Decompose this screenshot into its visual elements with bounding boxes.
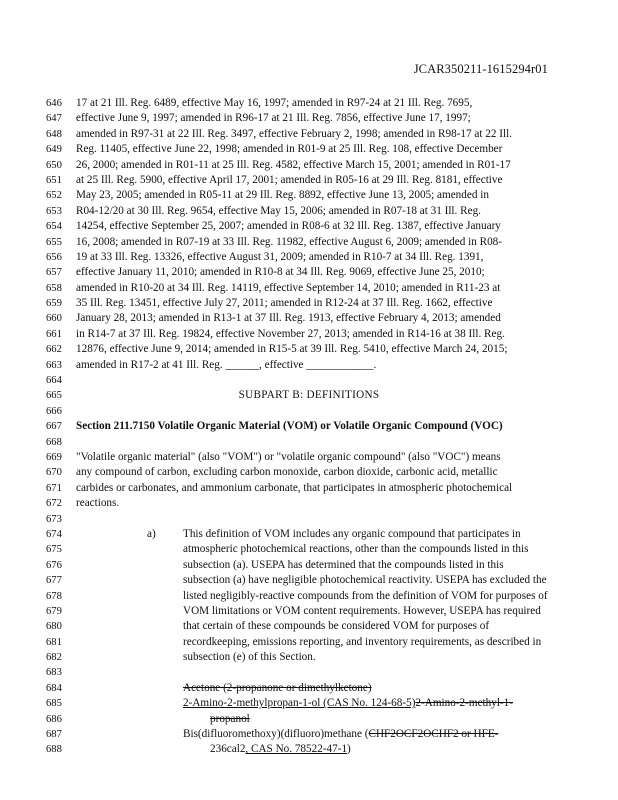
line-number: 683 xyxy=(46,667,62,679)
line-text: atmospheric photochemical reactions, other than the compounds listed in this xyxy=(183,543,529,556)
line-number: 651 xyxy=(46,174,62,186)
line-text: 19 at 33 Ill. Reg. 13326, effective August 31, 2009; amended in R10-7 at 34 Ill. Reg. 1391, xyxy=(76,250,484,263)
line xyxy=(0,235,618,250)
line-number: 688 xyxy=(46,744,62,756)
line-text: effective January 11, 2010; amended in R10-8 at 34 Ill. Reg. 9069, effective June 25, 2010; xyxy=(76,266,485,279)
line-number: 661 xyxy=(46,328,62,340)
line xyxy=(0,173,618,188)
line-number: 684 xyxy=(46,682,62,694)
line-text: This definition of VOM includes any organic compound that participates in xyxy=(183,527,521,540)
line xyxy=(0,250,618,265)
line xyxy=(0,188,618,203)
line xyxy=(0,158,618,173)
line xyxy=(0,219,618,234)
inserted-text: , CAS No. 78522-47-1 xyxy=(245,743,348,756)
line xyxy=(0,111,618,126)
struck-text: Acetone (2-propanone or dimethylketone) xyxy=(183,681,372,694)
line-text: 14254, effective September 25, 2007; amended in R08-6 at 32 Ill. Reg. 1387, effective January xyxy=(76,220,501,233)
line xyxy=(0,281,618,296)
line-number: 687 xyxy=(46,729,62,741)
line-number: 648 xyxy=(46,128,62,140)
line-text: amended in R10-20 at 34 Ill. Reg. 14119, effective September 14, 2010; amended in R11-23 at xyxy=(76,281,501,294)
line-number: 679 xyxy=(46,605,62,617)
line xyxy=(0,665,618,680)
line-number: 653 xyxy=(46,205,62,217)
subpart-heading xyxy=(0,388,618,403)
line-number: 677 xyxy=(46,575,62,587)
line-text: reactions. xyxy=(76,497,120,510)
section-title: Section 211.7150 Volatile Organic Material (VOM) or Volatile Organic Compound (VOC) xyxy=(76,420,503,433)
compound-line xyxy=(0,712,618,727)
line-text: 35 Ill. Reg. 13451, effective July 27, 2011; amended in R12-24 at 37 Ill. Reg. 1662, effective xyxy=(76,297,493,310)
line-number: 662 xyxy=(46,344,62,356)
line-number: 667 xyxy=(46,421,62,433)
line-number: 666 xyxy=(46,405,62,417)
line-number: 674 xyxy=(46,528,62,540)
line xyxy=(0,589,618,604)
line-number: 686 xyxy=(46,713,62,725)
document-body xyxy=(0,96,618,758)
line xyxy=(0,573,618,588)
line-text: recordkeeping, emissions reporting, and inventory requirements, as described in xyxy=(183,635,542,648)
line xyxy=(0,512,618,527)
line xyxy=(0,604,618,619)
compound-text xyxy=(210,742,351,757)
line-text: any compound of carbon, excluding carbon monoxide, carbon dioxide, carbonic acid, metallic xyxy=(76,466,498,479)
history-note xyxy=(0,96,618,373)
subsection-marker: a) xyxy=(147,527,156,540)
line xyxy=(0,465,618,480)
line-text: amended in R17-2 at 41 Ill. Reg. ______, effective ____________. xyxy=(76,358,377,371)
definition-paragraph xyxy=(0,450,618,512)
line-text: effective June 9, 1997; amended in R96-17 at 21 Ill. Reg. 7856, effective June 17, 1997; xyxy=(76,112,471,125)
subpart-title: SUBPART B: DEFINITIONS xyxy=(238,389,380,402)
line xyxy=(0,342,618,357)
line xyxy=(0,450,618,465)
line-text: January 28, 2013; amended in R13-1 at 37 Ill. Reg. 1913, effective February 4, 2013; amended xyxy=(76,312,501,325)
line-text: subsection (e) of this Section. xyxy=(183,651,316,664)
line xyxy=(0,558,618,573)
plain-text: Bis(difluoromethoxy)(difluoro)methane ( xyxy=(183,728,369,741)
line xyxy=(0,327,618,342)
line-number: 655 xyxy=(46,236,62,248)
subsection-a xyxy=(0,527,618,666)
line-number: 657 xyxy=(46,267,62,279)
line xyxy=(0,142,618,157)
line-text: May 23, 2005; amended in R05-11 at 29 Ill. Reg. 8892, effective June 13, 2005; amended in xyxy=(76,189,489,202)
line-text: carbides or carbonates, and ammonium carbonate, that participates in atmospheric photochemical xyxy=(76,481,513,494)
line-number: 647 xyxy=(46,113,62,125)
line-number: 676 xyxy=(46,559,62,571)
line-number: 654 xyxy=(46,221,62,233)
line-number: 664 xyxy=(46,375,62,387)
compound-line xyxy=(0,696,618,711)
compound-text xyxy=(183,696,513,711)
compound-line xyxy=(0,681,618,696)
line xyxy=(0,96,618,111)
line-text: 26, 2000; amended in R01-11 at 25 Ill. Reg. 4582, effective March 15, 2001; amended in R01-17 xyxy=(76,158,511,171)
line-number: 680 xyxy=(46,621,62,633)
line-text: subsection (a) have negligible photochemical reactivity. USEPA has excluded the xyxy=(183,574,547,587)
struck-text: 2-Amino-2-methyl-1- xyxy=(415,697,513,710)
line xyxy=(0,650,618,665)
line-text: subsection (a). USEPA has determined that the compounds listed in this xyxy=(183,558,504,571)
line xyxy=(0,435,618,450)
line-text: that certain of these compounds be considered VOM for purposes of xyxy=(183,620,490,633)
line xyxy=(0,204,618,219)
line-number: 649 xyxy=(46,144,62,156)
line-text: 16, 2008; amended in R07-19 at 33 Ill. Reg. 11982, effective August 6, 2009; amended in R08- xyxy=(76,235,502,248)
line xyxy=(0,496,618,511)
line xyxy=(0,527,618,542)
line-number: 671 xyxy=(46,482,62,494)
section-heading xyxy=(0,419,618,434)
line-text: 12876, effective June 9, 2014; amended in R15-5 at 39 Ill. Reg. 5410, effective March 24, 2015; xyxy=(76,343,508,356)
line-number: 685 xyxy=(46,698,62,710)
line xyxy=(0,542,618,557)
line xyxy=(0,265,618,280)
line-text: listed negligibly-reactive compounds from the definition of VOM for purposes of xyxy=(183,589,548,602)
line-text: 17 at 21 Ill. Reg. 6489, effective May 16, 1997; amended in R97-24 at 21 Ill. Reg. 7695, xyxy=(76,97,473,109)
line-text: amended in R97-31 at 22 Ill. Reg. 3497, effective February 2, 1998; amended in R98-17 at 22 Ill. xyxy=(76,127,513,140)
line-number: 658 xyxy=(46,282,62,294)
compound-text xyxy=(183,727,498,742)
document-id: JCAR350211-1615294r01 xyxy=(413,62,548,76)
line-text: VOM limitations or VOM content requirements. However, USEPA has required xyxy=(183,604,541,617)
line xyxy=(0,373,618,388)
line-number: 646 xyxy=(46,98,62,109)
line-number: 670 xyxy=(46,467,62,479)
line-number: 663 xyxy=(46,359,62,371)
compound-line xyxy=(0,742,618,757)
line-number: 665 xyxy=(46,390,62,402)
line-number: 660 xyxy=(46,313,62,325)
line xyxy=(0,127,618,142)
compound-line xyxy=(0,727,618,742)
line xyxy=(0,481,618,496)
line xyxy=(0,635,618,650)
line-text: at 25 Ill. Reg. 5900, effective April 17, 2001; amended in R05-16 at 29 Ill. Reg. 8181, effective xyxy=(76,173,503,186)
line-number: 652 xyxy=(46,190,62,202)
line-text: Reg. 11405, effective June 22, 1998; amended in R01-9 at 25 Ill. Reg. 108, effective December xyxy=(76,143,503,156)
closing-paren: ) xyxy=(347,743,351,756)
line xyxy=(0,311,618,326)
line-number: 672 xyxy=(46,498,62,510)
line-number: 659 xyxy=(46,298,62,310)
line-number: 668 xyxy=(46,436,62,448)
struck-text: propanol xyxy=(210,712,250,725)
line xyxy=(0,358,618,373)
line xyxy=(0,296,618,311)
line-text: "Volatile organic material" (also "VOM") or "volatile organic compound" (also "VOC") means xyxy=(76,450,501,463)
line-number: 682 xyxy=(46,652,62,664)
line-number: 678 xyxy=(46,590,62,602)
line-number: 669 xyxy=(46,451,62,463)
line-number: 656 xyxy=(46,251,62,263)
line-number: 650 xyxy=(46,159,62,171)
line xyxy=(0,619,618,634)
struck-text: CHF2OCF2OCHF2 or HFE- xyxy=(368,728,499,741)
plain-text: 236cal2 xyxy=(210,743,246,756)
line xyxy=(0,404,618,419)
line-text: in R14-7 at 37 Ill. Reg. 19824, effective November 27, 2013; amended in R14-16 at 38 Ill. Reg. xyxy=(76,327,505,340)
line-text: R04-12/20 at 30 Ill. Reg. 9654, effective May 15, 2006; amended in R07-18 at 31 Ill. Reg. xyxy=(76,204,481,217)
line-number: 673 xyxy=(46,513,62,525)
inserted-text: 2-Amino-2-methylpropan-1-ol (CAS No. 124-68-5) xyxy=(183,697,416,710)
line-number: 675 xyxy=(46,544,62,556)
line-number: 681 xyxy=(46,636,62,648)
